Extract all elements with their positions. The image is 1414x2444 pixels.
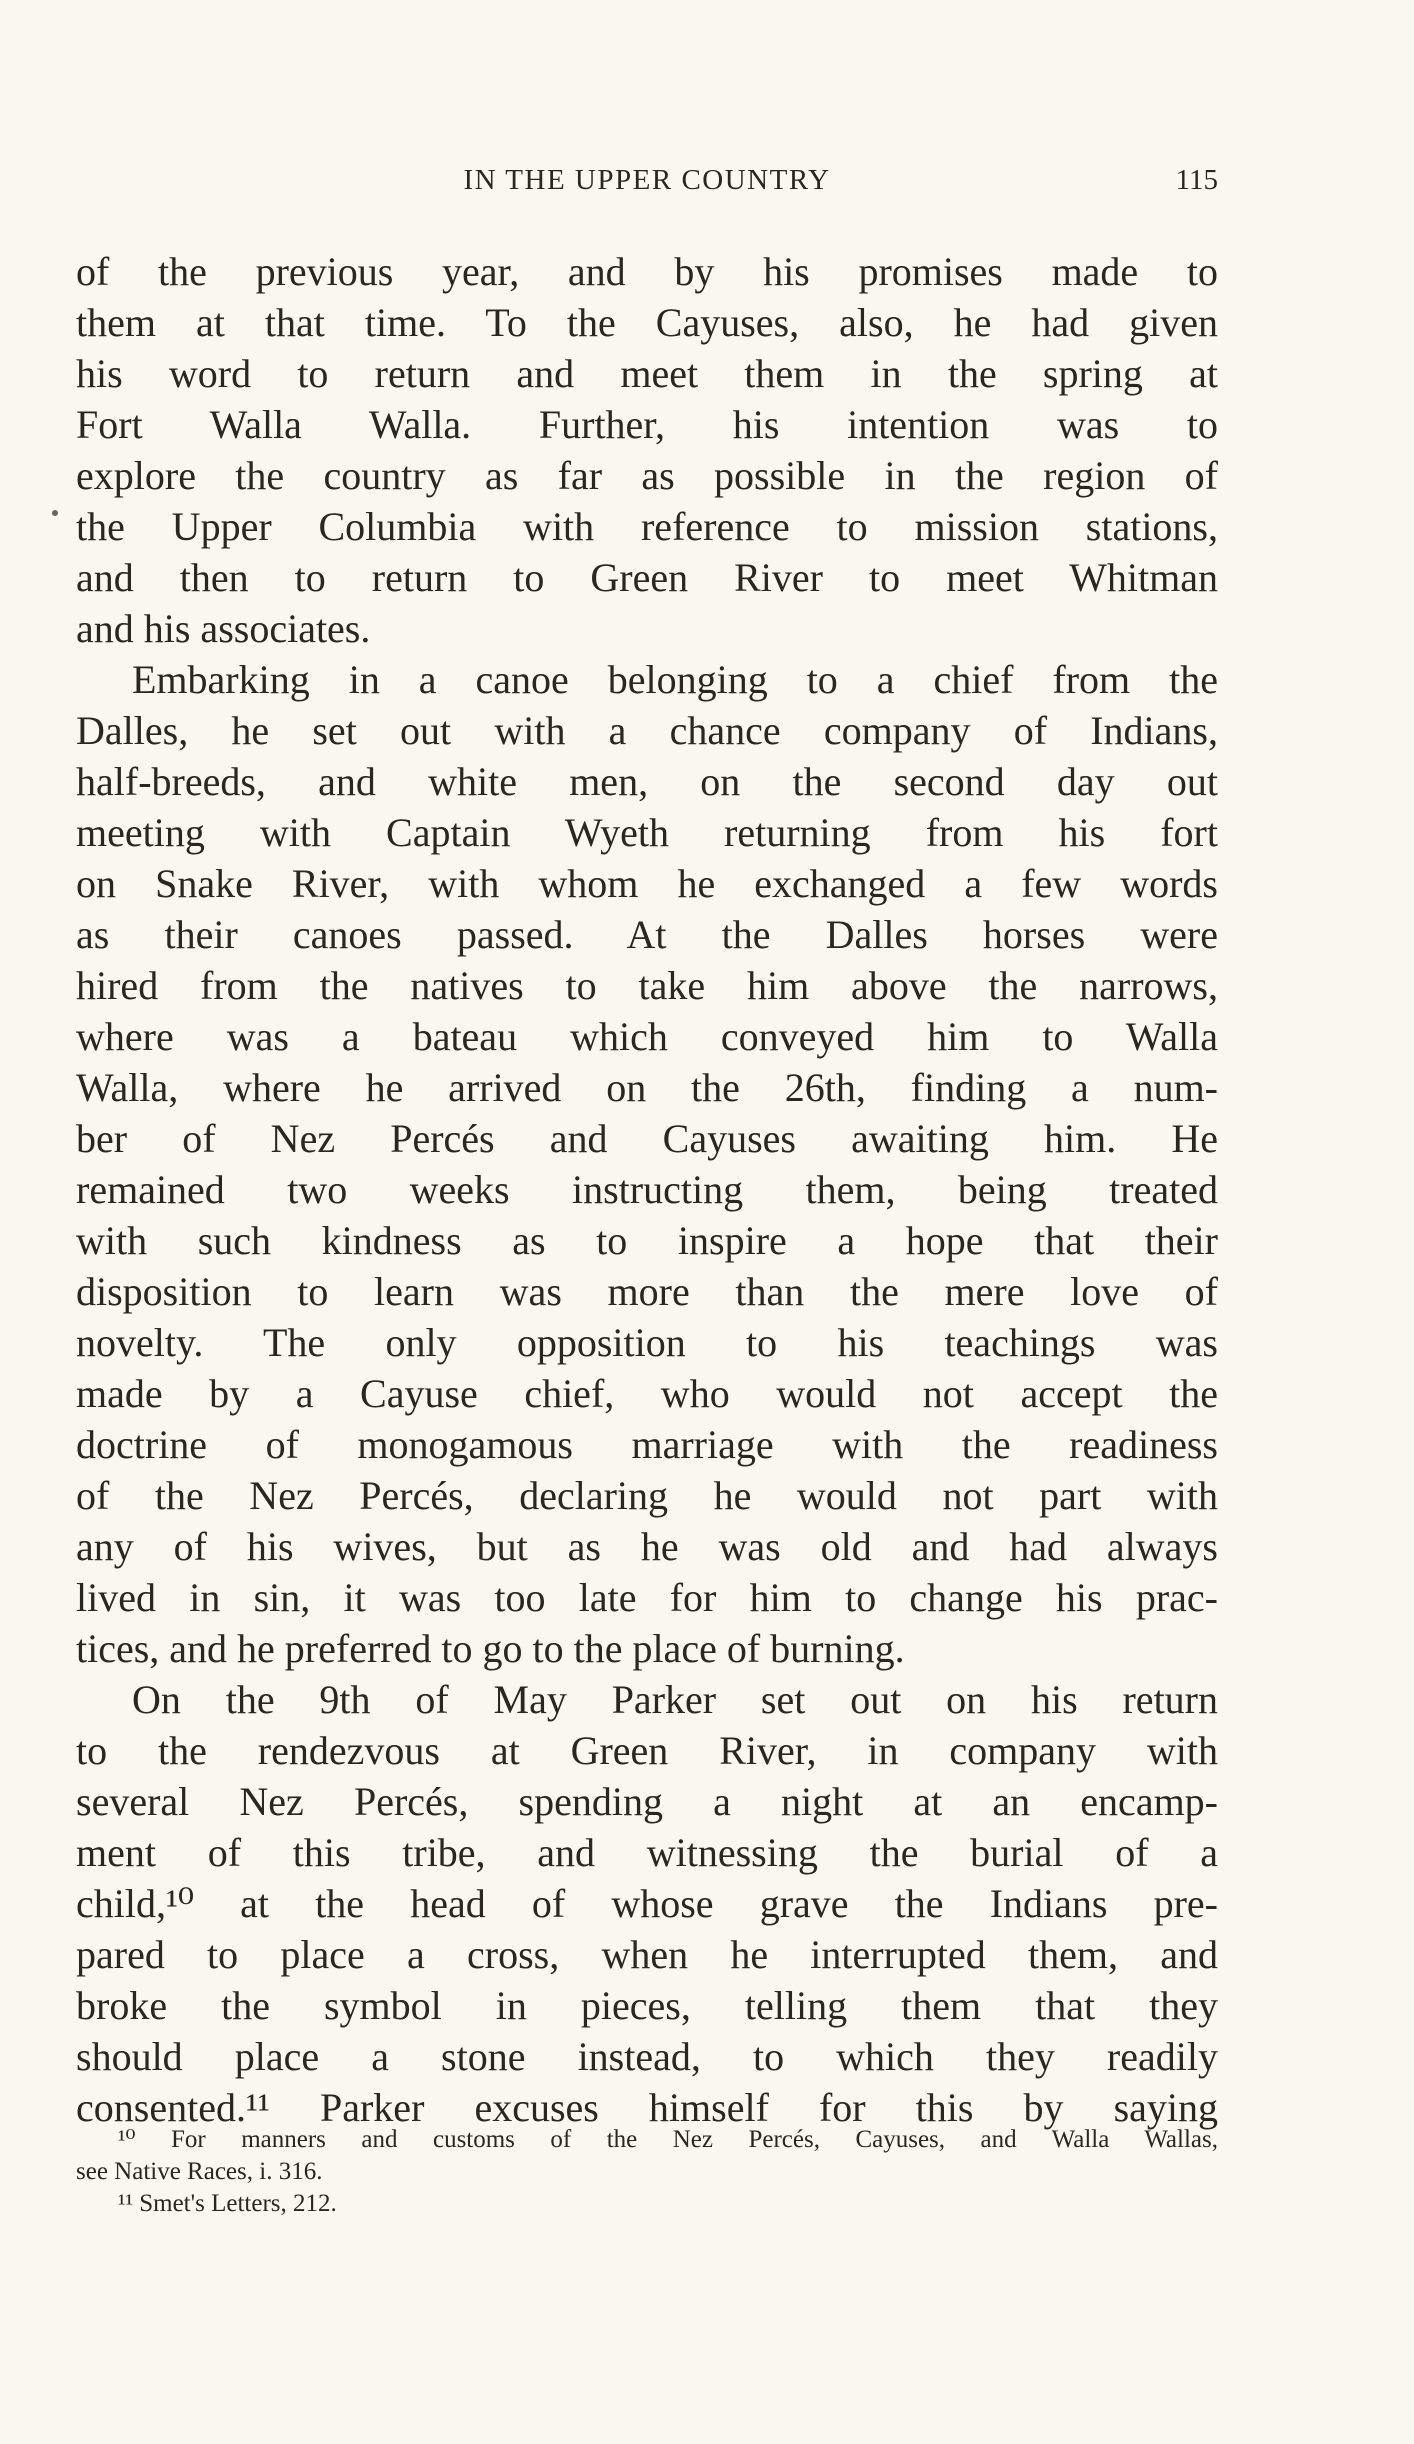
text-line: should place a stone instead, to which they readily <box>76 2034 1218 2079</box>
running-head <box>76 158 1218 202</box>
text-line: as their canoes passed. At the Dalles horses were <box>76 912 1218 957</box>
text-line: disposition to learn was more than the mere love of <box>76 1269 1218 1314</box>
text-line: of the previous year, and by his promises made to <box>76 249 1218 294</box>
text-line: Embarking in a canoe belonging to a chief from the <box>132 657 1218 702</box>
text-line: of the Nez Percés, declaring he would not part with <box>76 1473 1218 1518</box>
page-number: 115 <box>1175 164 1218 196</box>
text-line: lived in sin, it was too late for him to change his prac- <box>76 1575 1218 1620</box>
text-line: explore the country as far as possible in the region of <box>76 453 1218 498</box>
text-line: Fort Walla Walla. Further, his intention was to <box>76 402 1218 447</box>
footnote-10-continuation: see Native Races, i. 316. <box>76 2158 323 2185</box>
text-line: Walla, where he arrived on the 26th, finding a num- <box>76 1065 1218 1110</box>
text-line: ber of Nez Percés and Cayuses awaiting him. He <box>76 1116 1218 1161</box>
text-line: and then to return to Green River to meet Whitman <box>76 555 1218 600</box>
text-line: Dalles, he set out with a chance company of Indians, <box>76 708 1218 753</box>
text-line: broke the symbol in pieces, telling them that they <box>76 1983 1218 2028</box>
text-line: where was a bateau which conveyed him to Walla <box>76 1014 1218 1059</box>
text-line: hired from the natives to take him above the narrows, <box>76 963 1218 1008</box>
text-line: remained two weeks instructing them, being treated <box>76 1167 1218 1212</box>
text-line: his word to return and meet them in the spring at <box>76 351 1218 396</box>
running-title: IN THE UPPER COUNTRY <box>463 164 831 196</box>
text-line: tices, and he preferred to go to the place of burning. <box>76 1626 905 1671</box>
text-line: ment of this tribe, and witnessing the burial of a <box>76 1830 1218 1875</box>
text-line: made by a Cayuse chief, who would not accept the <box>76 1371 1218 1416</box>
text-line: them at that time. To the Cayuses, also, he had given <box>76 300 1218 345</box>
footnotes <box>76 2124 1218 2220</box>
margin-dot-mark <box>52 510 58 516</box>
text-line: on Snake River, with whom he exchanged a few words <box>76 861 1218 906</box>
footnote-11: ¹¹ Smet's Letters, 212. <box>118 2190 337 2217</box>
text-line: doctrine of monogamous marriage with the readiness <box>76 1422 1218 1467</box>
body-text <box>76 246 1218 2133</box>
text-line: several Nez Percés, spending a night at an encamp- <box>76 1779 1218 1824</box>
text-line: pared to place a cross, when he interrupted them, and <box>76 1932 1218 1977</box>
text-line: to the rendezvous at Green River, in company with <box>76 1728 1218 1773</box>
text-line: with such kindness as to inspire a hope that their <box>76 1218 1218 1263</box>
text-line: meeting with Captain Wyeth returning from his fort <box>76 810 1218 855</box>
text-line: the Upper Columbia with reference to mission stations, <box>76 504 1218 549</box>
text-line: any of his wives, but as he was old and had always <box>76 1524 1218 1569</box>
text-line: child,¹⁰ at the head of whose grave the Indians pre- <box>76 1881 1218 1926</box>
footnote-10: ¹⁰ For manners and customs of the Nez Percés, Cayuses, and Walla Wallas, <box>118 2126 1218 2153</box>
text-line: half-breeds, and white men, on the second day out <box>76 759 1218 804</box>
text-line: and his associates. <box>76 606 371 651</box>
text-line: novelty. The only opposition to his teachings was <box>76 1320 1218 1365</box>
text-line: consented.¹¹ Parker excuses himself for this by saying <box>76 2085 1218 2130</box>
text-line: On the 9th of May Parker set out on his return <box>132 1677 1218 1722</box>
